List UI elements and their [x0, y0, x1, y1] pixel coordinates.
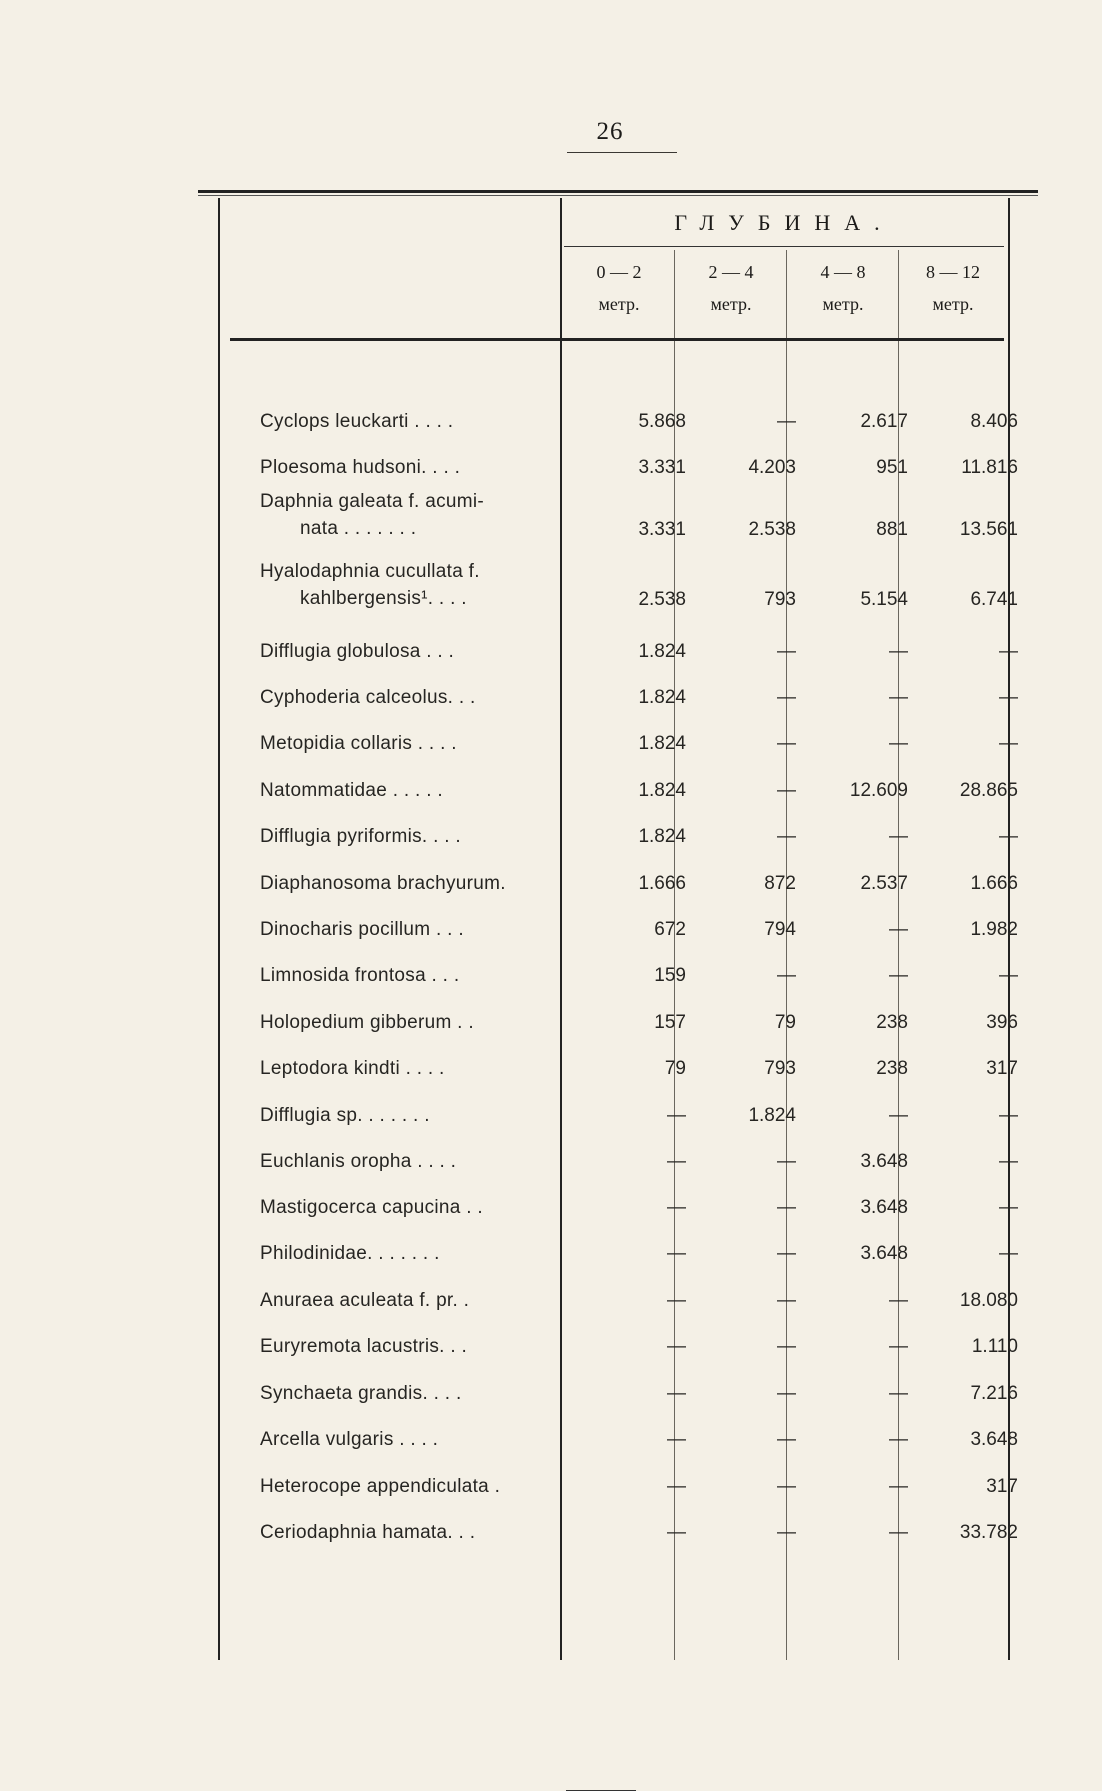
count-cell: 33.782	[959, 1522, 1018, 1543]
count-cell: —	[667, 1243, 686, 1264]
count-cell: 1.824	[638, 687, 686, 708]
count-cell: 6.741	[970, 589, 1018, 610]
count-cell: —	[889, 641, 908, 662]
header-bottom-rule	[230, 338, 1004, 341]
species-name	[260, 1240, 550, 1267]
count-cell: —	[889, 919, 908, 940]
count-cell: —	[667, 1522, 686, 1543]
species-name-line: Ceriodaphnia hamata. . .	[260, 1522, 476, 1543]
species-name	[260, 1473, 550, 1500]
table-top-rule-secondary	[198, 195, 1038, 196]
name-column-divider	[560, 198, 562, 1660]
count-cell: 8.406	[970, 411, 1018, 432]
count-cell: 3.648	[860, 1151, 908, 1172]
count-cell: 1.824	[638, 780, 686, 801]
count-cell: 12.609	[849, 780, 908, 801]
species-name-line: Difflugia sp. . . . . . .	[260, 1105, 430, 1126]
species-name-line: Metopidia collaris . . . .	[260, 733, 457, 754]
count-cell: 79	[664, 1058, 686, 1079]
column-header-4-8	[788, 256, 898, 320]
count-cell: —	[777, 733, 796, 754]
column-unit: метр.	[710, 294, 752, 314]
species-name	[260, 777, 550, 804]
count-cell: 238	[876, 1012, 908, 1033]
column-header-2-4	[676, 256, 786, 320]
species-name	[260, 870, 550, 897]
column-unit: метр.	[598, 294, 640, 314]
species-name-line: nata . . . . . . .	[300, 518, 417, 539]
species-name-line: Difflugia globulosa . . .	[260, 641, 455, 662]
column-range: 2 — 4	[708, 262, 754, 282]
species-name-line: Arcella vulgaris . . . .	[260, 1429, 439, 1450]
count-cell: 1.666	[638, 873, 686, 894]
count-cell: —	[889, 1105, 908, 1126]
count-cell: —	[667, 1429, 686, 1450]
count-cell: 1.824	[748, 1105, 796, 1126]
count-cell: 3.331	[638, 519, 686, 540]
species-name	[260, 1287, 550, 1314]
count-cell: 1.666	[970, 873, 1018, 894]
count-cell: —	[777, 1522, 796, 1543]
count-cell: 4.203	[748, 457, 796, 478]
page-number: 26	[596, 118, 624, 145]
column-header-0-2	[564, 256, 674, 320]
count-cell: —	[889, 1336, 908, 1357]
count-cell: —	[999, 733, 1018, 754]
column-header-8-12	[898, 256, 1008, 320]
count-cell: —	[667, 1383, 686, 1404]
count-cell: 238	[876, 1058, 908, 1079]
count-cell: —	[999, 1197, 1018, 1218]
species-name	[260, 1148, 550, 1175]
species-name-line: Limnosida frontosa . . .	[260, 965, 460, 986]
species-name	[260, 962, 550, 989]
count-cell: —	[999, 641, 1018, 662]
count-cell: 13.561	[959, 519, 1018, 540]
count-cell: —	[777, 687, 796, 708]
count-cell: 7.216	[970, 1383, 1018, 1404]
species-name	[260, 1194, 550, 1221]
count-cell: 794	[764, 919, 796, 940]
count-cell: 157	[654, 1012, 686, 1033]
count-cell: —	[777, 965, 796, 986]
count-cell: —	[777, 1197, 796, 1218]
species-name	[260, 1380, 550, 1407]
species-name-line: Philodinidae. . . . . . .	[260, 1243, 440, 1264]
count-cell: 793	[764, 589, 796, 610]
species-name	[260, 1519, 550, 1546]
count-cell: 11.816	[961, 457, 1018, 478]
count-cell: —	[777, 1429, 796, 1450]
count-cell: 872	[764, 873, 796, 894]
count-cell: —	[777, 1243, 796, 1264]
count-cell: 3.648	[860, 1243, 908, 1264]
species-name-line: Euryremota lacustris. . .	[260, 1336, 468, 1357]
count-cell: 3.331	[638, 457, 686, 478]
count-cell: 1.824	[638, 826, 686, 847]
count-cell: —	[889, 965, 908, 986]
count-cell: 396	[986, 1012, 1018, 1033]
species-name	[260, 454, 550, 481]
column-unit: метр.	[932, 294, 974, 314]
count-cell: —	[889, 1522, 908, 1543]
count-cell: 1.110	[971, 1336, 1018, 1357]
species-name-line: Heterocope appendiculata .	[260, 1476, 501, 1497]
count-cell: 3.648	[970, 1429, 1018, 1450]
count-cell: —	[777, 1383, 796, 1404]
count-cell: 317	[986, 1058, 1018, 1079]
count-cell: 5.868	[638, 411, 686, 432]
table-top-rule	[198, 190, 1038, 193]
count-cell: 2.538	[638, 589, 686, 610]
species-name-line: Euchlanis oropha . . . .	[260, 1151, 457, 1172]
species-name	[260, 823, 550, 850]
species-name	[260, 730, 550, 757]
count-cell: —	[999, 965, 1018, 986]
column-range: 8 — 12	[926, 262, 980, 282]
count-cell: —	[667, 1105, 686, 1126]
column-unit: метр.	[822, 294, 864, 314]
count-cell: —	[889, 1476, 908, 1497]
count-cell: 1.824	[638, 641, 686, 662]
count-cell: 881	[876, 519, 908, 540]
column-range: 4 — 8	[820, 262, 866, 282]
count-cell: 79	[774, 1012, 796, 1033]
species-name-line: Leptodora kindti . . . .	[260, 1058, 445, 1079]
species-name-line: Difflugia pyriformis. . . .	[260, 826, 461, 847]
count-cell: —	[777, 1336, 796, 1357]
count-cell: —	[777, 780, 796, 801]
species-name-line: Anuraea aculeata f. pr. .	[260, 1290, 470, 1311]
species-name	[260, 558, 550, 612]
table-left-border	[218, 198, 220, 1660]
depth-table	[198, 190, 1038, 1670]
count-cell: 672	[654, 919, 686, 940]
species-name-line: Hyalodaphnia cucullata f.	[260, 561, 480, 582]
count-cell: 793	[764, 1058, 796, 1079]
count-cell: —	[999, 1105, 1018, 1126]
count-cell: 1.982	[970, 919, 1018, 940]
group-header-rule	[564, 246, 1004, 247]
depth-group-header: ГЛУБИНА.	[674, 210, 894, 235]
species-name	[260, 1055, 550, 1082]
species-name-line: Natommatidae . . . . .	[260, 780, 443, 801]
species-name-line: Daphnia galeata f. acumi-	[260, 491, 485, 512]
count-cell: —	[777, 1290, 796, 1311]
species-name-line: kahlbergensis¹. . . .	[300, 588, 467, 609]
species-name-line: Diaphanosoma brachyurum.	[260, 873, 506, 894]
page-number-rule	[567, 152, 677, 153]
count-cell: —	[777, 826, 796, 847]
species-name	[260, 1009, 550, 1036]
count-cell: —	[667, 1336, 686, 1357]
count-cell: —	[999, 826, 1018, 847]
count-cell: —	[889, 1383, 908, 1404]
count-cell: 159	[654, 965, 686, 986]
count-cell: —	[777, 1151, 796, 1172]
species-name	[260, 684, 550, 711]
species-name	[260, 916, 550, 943]
count-cell: —	[889, 1290, 908, 1311]
count-cell: —	[667, 1290, 686, 1311]
count-cell: 5.154	[860, 589, 908, 610]
species-name-line: Holopedium gibberum . .	[260, 1012, 474, 1033]
count-cell: —	[999, 1243, 1018, 1264]
count-cell: 2.537	[860, 873, 908, 894]
species-name	[260, 488, 550, 542]
count-cell: —	[889, 733, 908, 754]
count-cell: —	[777, 641, 796, 662]
species-name	[260, 1426, 550, 1453]
species-name-line: Cyclops leuckarti . . . .	[260, 411, 454, 432]
count-cell: 3.648	[860, 1197, 908, 1218]
count-cell: —	[667, 1151, 686, 1172]
species-name-line: Mastigocerca capucina . .	[260, 1197, 483, 1218]
count-cell: 951	[876, 457, 908, 478]
count-cell: 317	[986, 1476, 1018, 1497]
count-cell: 1.824	[638, 733, 686, 754]
column-range: 0 — 2	[596, 262, 642, 282]
count-cell: —	[999, 687, 1018, 708]
species-name	[260, 408, 550, 435]
count-cell: 28.865	[959, 780, 1018, 801]
count-cell: —	[999, 1151, 1018, 1172]
species-name-line: Ploesoma hudsoni. . . .	[260, 457, 461, 478]
count-cell: 18.080	[959, 1290, 1018, 1311]
count-cell: 2.538	[748, 519, 796, 540]
species-name	[260, 638, 550, 665]
species-name-line: Synchaeta grandis. . . .	[260, 1383, 462, 1404]
species-name-line: Cyphoderia calceolus. . .	[260, 687, 476, 708]
count-cell: —	[667, 1197, 686, 1218]
count-cell: —	[777, 411, 796, 432]
count-cell: 2.617	[860, 411, 908, 432]
count-cell: —	[889, 1429, 908, 1450]
count-cell: —	[667, 1476, 686, 1497]
count-cell: —	[889, 826, 908, 847]
count-cell: —	[889, 687, 908, 708]
species-name	[260, 1333, 550, 1360]
species-name	[260, 1102, 550, 1129]
count-cell: —	[777, 1476, 796, 1497]
species-name-line: Dinocharis pocillum . . .	[260, 919, 464, 940]
